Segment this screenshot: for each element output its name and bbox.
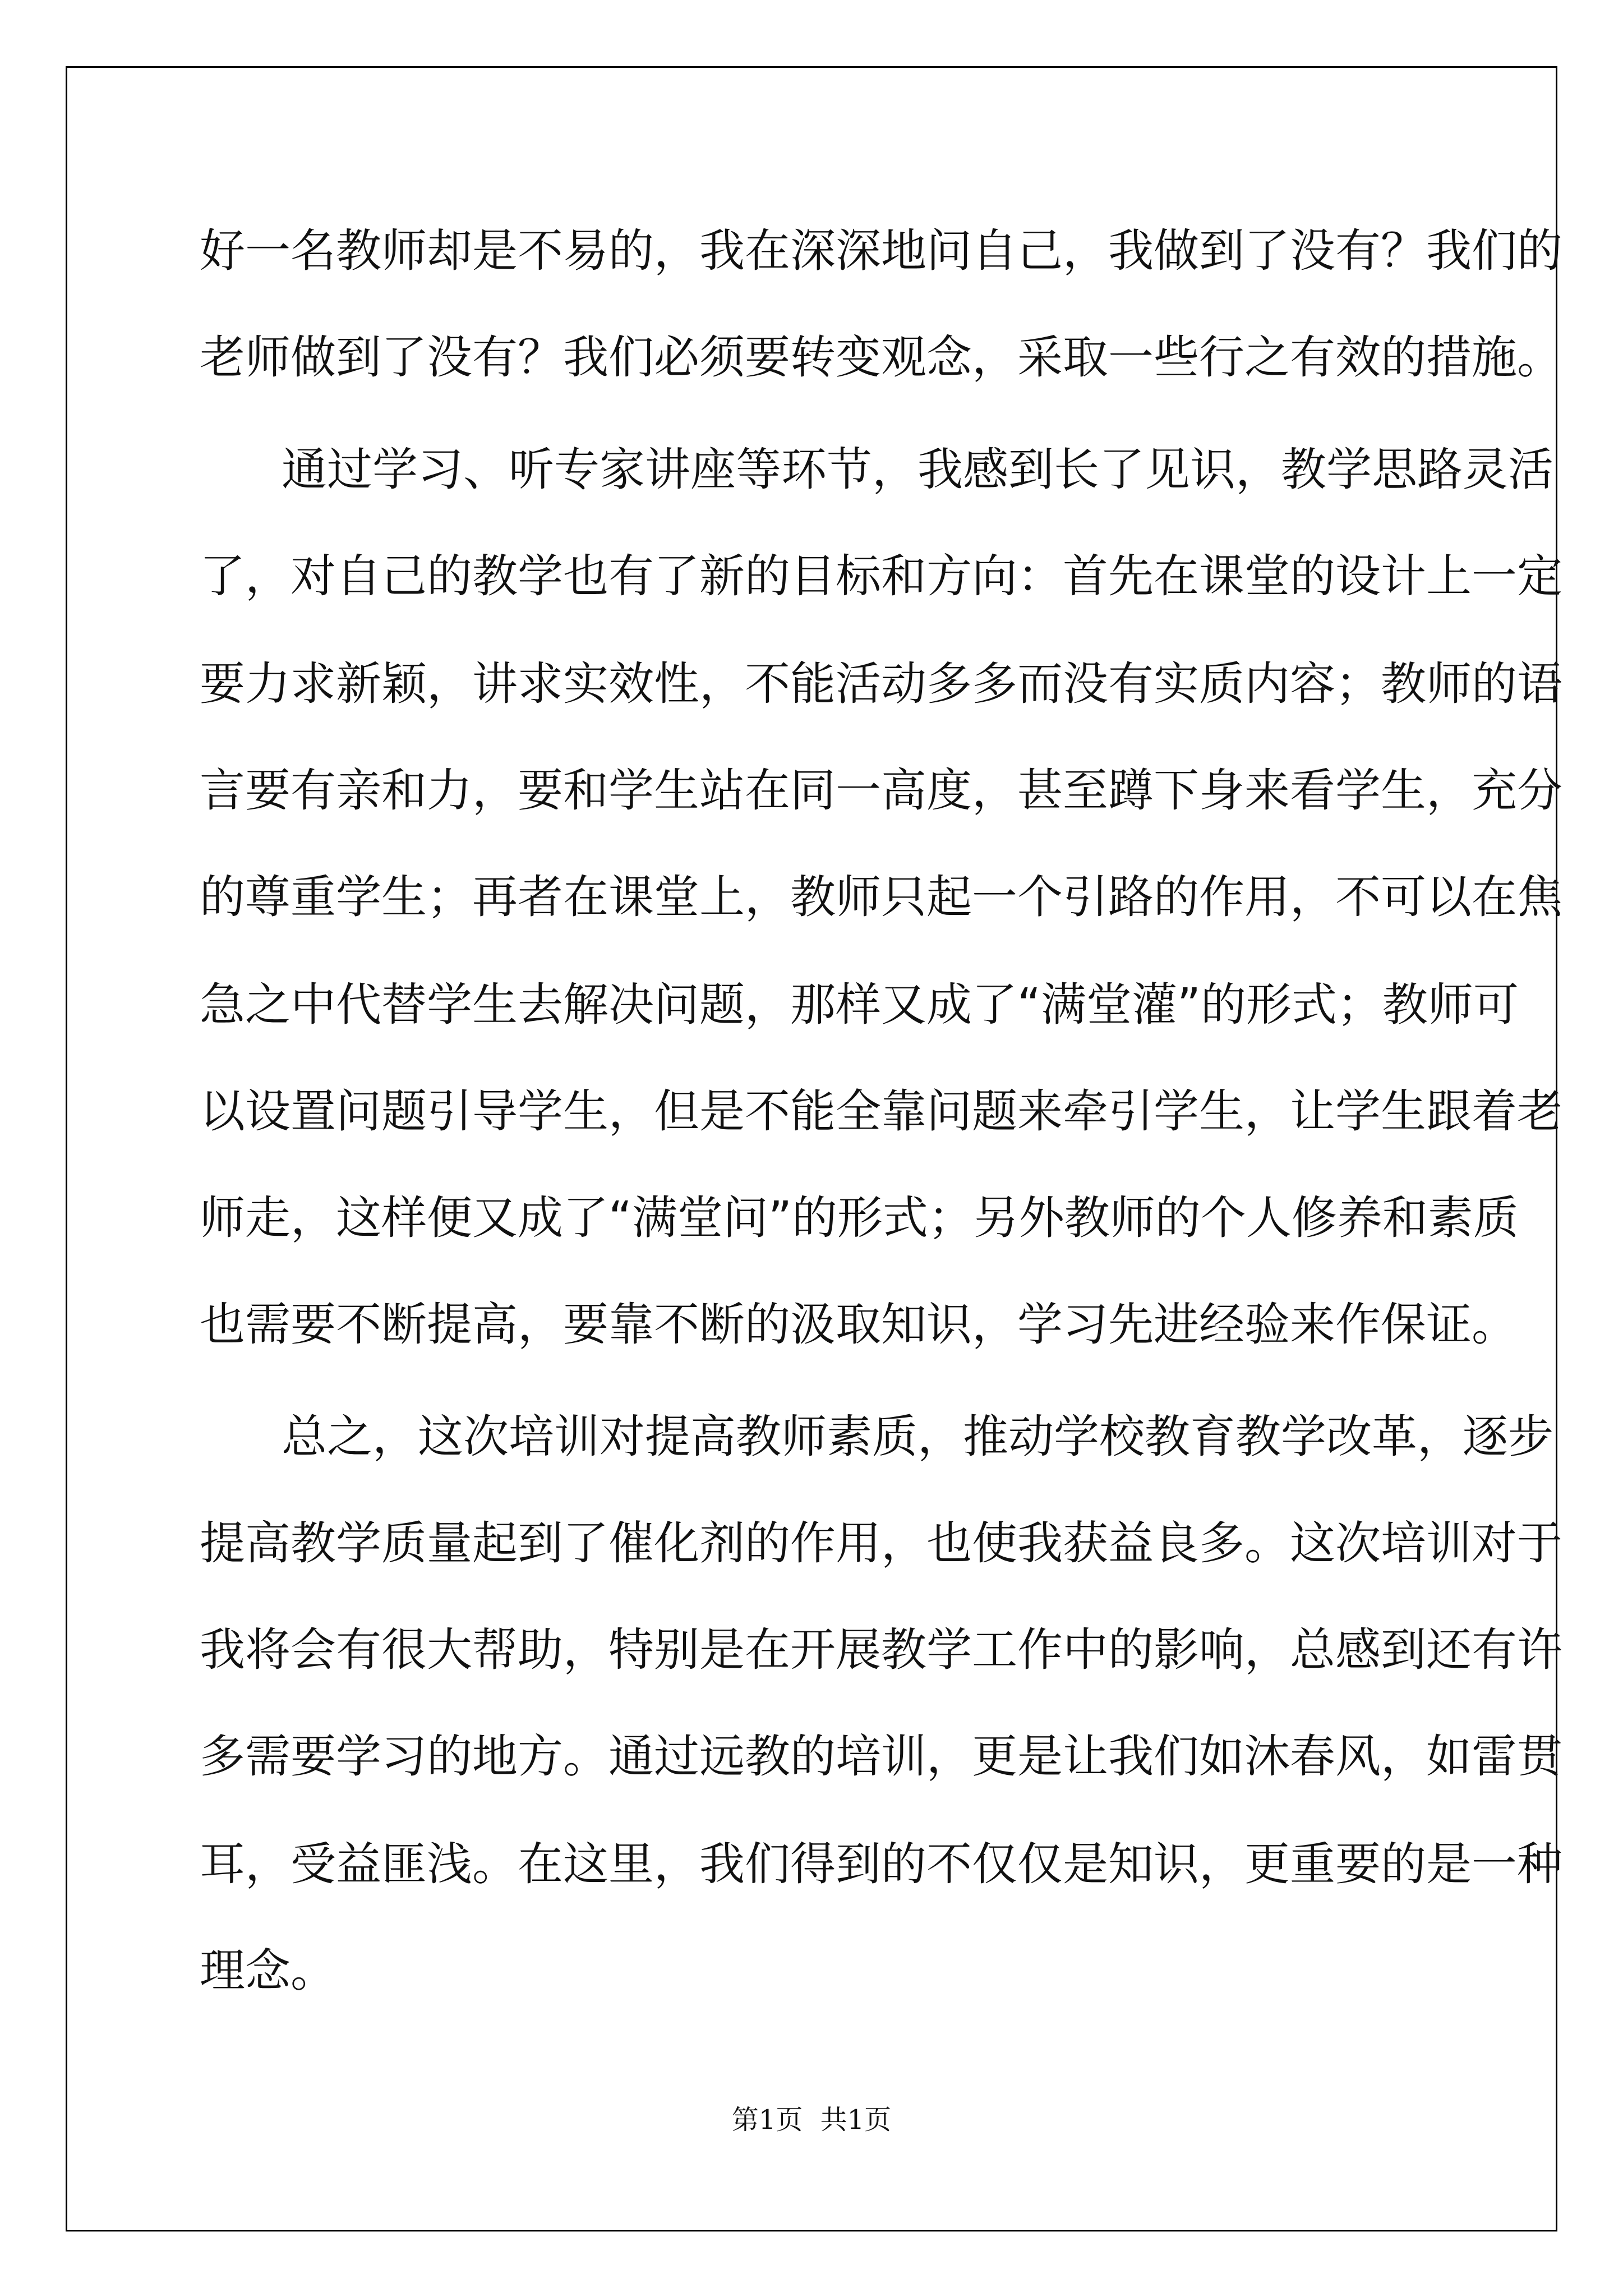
text-line: 师走，这样便又成了“满堂问”的形式；另外教师的个人修养和素质: [200, 1192, 1519, 1245]
text-line: 我将会有很大帮助，特别是在开展教学工作中的影响，总感到还有许: [200, 1624, 1563, 1677]
text-line: 的尊重学生；再者在课堂上，教师只起一个引路的作用，不可以在焦: [200, 871, 1563, 924]
text-line: 理念。: [200, 1945, 336, 1998]
text-line: 以设置问题引导学生，但是不能全靠问题来牵引学生，让学生跟着老: [200, 1085, 1563, 1138]
text-line: 提高教学质量起到了催化剂的作用，也使我获益良多。这次培训对于: [200, 1517, 1563, 1570]
text-line: 要力求新颖，讲求实效性，不能活动多多而没有实质内容；教师的语: [200, 658, 1563, 711]
text-line: 老师做到了没有？我们必须要转变观念，采取一些行之有效的措施。: [200, 332, 1563, 384]
text-line: 也需要不断提高，要靠不断的汲取知识，学习先进经验来作保证。: [200, 1299, 1518, 1351]
page-footer: 第1页 共1页: [731, 2104, 892, 2136]
text-line: 言要有亲和力，要和学生站在同一高度，甚至蹲下身来看学生，充分: [200, 765, 1563, 817]
text-line: 好一名教师却是不易的，我在深深地问自己，我做到了没有？我们的: [200, 225, 1563, 278]
paragraph-start-line: 通过学习、听专家讲座等环节，我感到长了见识，教学思路灵活: [282, 444, 1554, 496]
text-line: 急之中代替学生去解决问题，那样又成了“满堂灌”的形式；教师可: [200, 979, 1519, 1032]
paragraph-start-line: 总之，这次培训对提高教师素质，推动学校教育教学改革，逐步: [282, 1411, 1554, 1464]
text-line: 了，对自己的教学也有了新的目标和方向：首先在课堂的设计上一定: [200, 550, 1563, 603]
text-line: 多需要学习的地方。通过远教的培训，更是让我们如沐春风，如雷贯: [200, 1731, 1563, 1783]
text-line: 耳，受益匪浅。在这里，我们得到的不仅仅是知识，更重要的是一种: [200, 1838, 1563, 1891]
